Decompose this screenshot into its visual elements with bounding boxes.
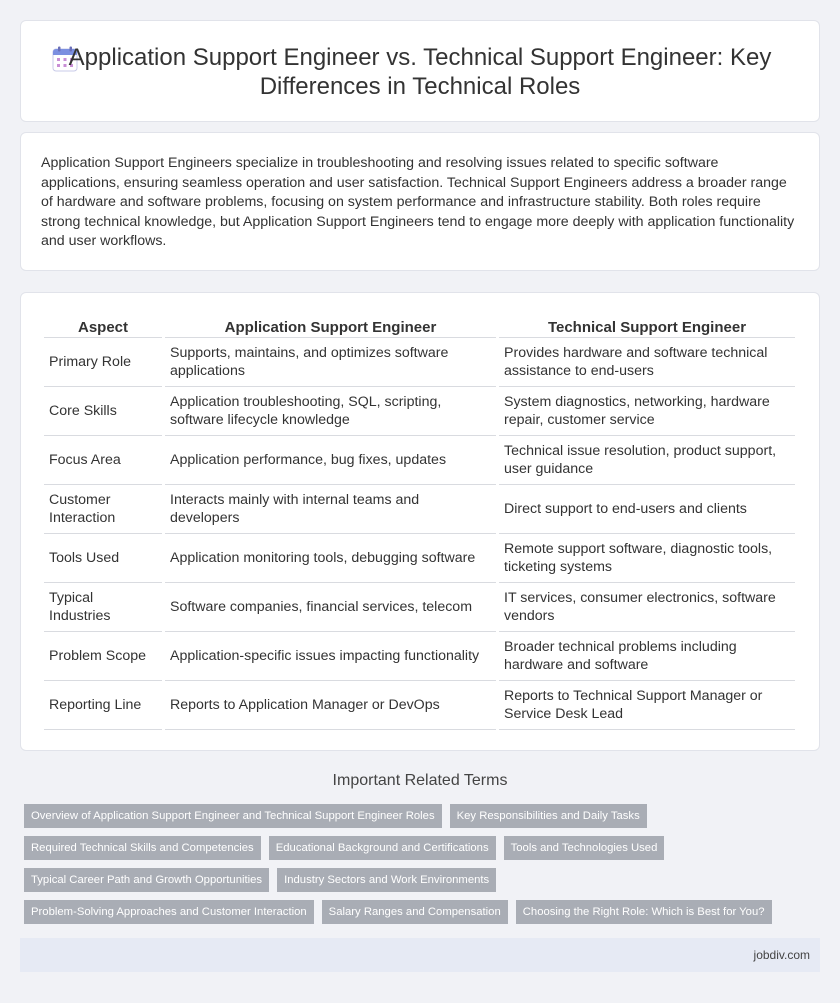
footer-site-link[interactable]: jobdiv.com	[753, 948, 810, 962]
table-cell: Application performance, bug fixes, updates	[165, 436, 496, 485]
table-cell: Focus Area	[44, 436, 162, 485]
table-cell: Application monitoring tools, debugging software	[165, 534, 496, 583]
term-tag[interactable]: Educational Background and Certifications	[269, 836, 496, 860]
table-cell: System diagnostics, networking, hardware repair, customer service	[499, 387, 795, 436]
table-cell: IT services, consumer electronics, software vendors	[499, 583, 795, 632]
table-row	[44, 583, 795, 632]
table-row	[44, 632, 795, 681]
table-cell: Problem Scope	[44, 632, 162, 681]
term-tag[interactable]: Industry Sectors and Work Environments	[277, 868, 496, 892]
header-card	[20, 20, 820, 122]
table-cell: Core Skills	[44, 387, 162, 436]
term-tag[interactable]: Salary Ranges and Compensation	[322, 900, 508, 924]
term-tag[interactable]: Choosing the Right Role: Which is Best for You?	[516, 900, 772, 924]
table-cell: Supports, maintains, and optimizes software applications	[165, 338, 496, 387]
term-tag[interactable]: Key Responsibilities and Daily Tasks	[450, 804, 647, 828]
table-cell: Reports to Application Manager or DevOps	[165, 681, 496, 730]
table-cell: Software companies, financial services, telecom	[165, 583, 496, 632]
term-tag[interactable]: Typical Career Path and Growth Opportunities	[24, 868, 269, 892]
term-tag[interactable]: Problem-Solving Approaches and Customer Interaction	[24, 900, 314, 924]
column-header-technical: Technical Support Engineer	[499, 316, 795, 338]
table-row	[44, 485, 795, 534]
table-row	[44, 681, 795, 730]
intro-paragraph: Application Support Engineers specialize in troubleshooting and resolving issues related to specific software applications, ensuring seamless operation and user satisfaction. Technical Support Engineers address a broader range of hardware and software problems, focusing on system performance and infrastructure stability. Both roles require strong technical knowledge, but Application Support Engineers tend to engage more deeply with application functionality and user workflows.	[41, 155, 795, 249]
table-cell: Provides hardware and software technical assistance to end-users	[499, 338, 795, 387]
comparison-table	[41, 316, 798, 730]
table-row	[44, 534, 795, 583]
related-terms-title: Important Related Terms	[332, 772, 508, 789]
term-tag[interactable]: Overview of Application Support Engineer and Technical Support Engineer Roles	[24, 804, 442, 828]
column-header-aspect: Aspect	[44, 316, 162, 338]
page-title: Application Support Engineer vs. Technical Support Engineer: Key Differences in Technical Roles	[68, 44, 772, 100]
table-cell: Direct support to end-users and clients	[499, 485, 795, 534]
table-cell: Application troubleshooting, SQL, scripting, software lifecycle knowledge	[165, 387, 496, 436]
table-cell: Technical issue resolution, product support, user guidance	[499, 436, 795, 485]
table-cell: Remote support software, diagnostic tools, ticketing systems	[499, 534, 795, 583]
table-cell: Customer Interaction	[44, 485, 162, 534]
table-cell: Application-specific issues impacting functionality	[165, 632, 496, 681]
table-cell: Tools Used	[44, 534, 162, 583]
table-cell: Reporting Line	[44, 681, 162, 730]
table-row	[44, 387, 795, 436]
term-tag[interactable]: Tools and Technologies Used	[504, 836, 665, 860]
table-cell: Primary Role	[44, 338, 162, 387]
table-cell: Interacts mainly with internal teams and developers	[165, 485, 496, 534]
comparison-table-card	[20, 292, 820, 751]
table-row	[44, 338, 795, 387]
column-header-application: Application Support Engineer	[165, 316, 496, 338]
intro-card	[20, 132, 820, 271]
table-header-row	[44, 316, 795, 338]
table-cell: Broader technical problems including hardware and software	[499, 632, 795, 681]
footer	[20, 938, 820, 972]
table-row	[44, 436, 795, 485]
term-tag[interactable]: Required Technical Skills and Competencies	[24, 836, 261, 860]
table-cell: Reports to Technical Support Manager or Service Desk Lead	[499, 681, 795, 730]
table-cell: Typical Industries	[44, 583, 162, 632]
related-terms-list	[24, 804, 824, 932]
